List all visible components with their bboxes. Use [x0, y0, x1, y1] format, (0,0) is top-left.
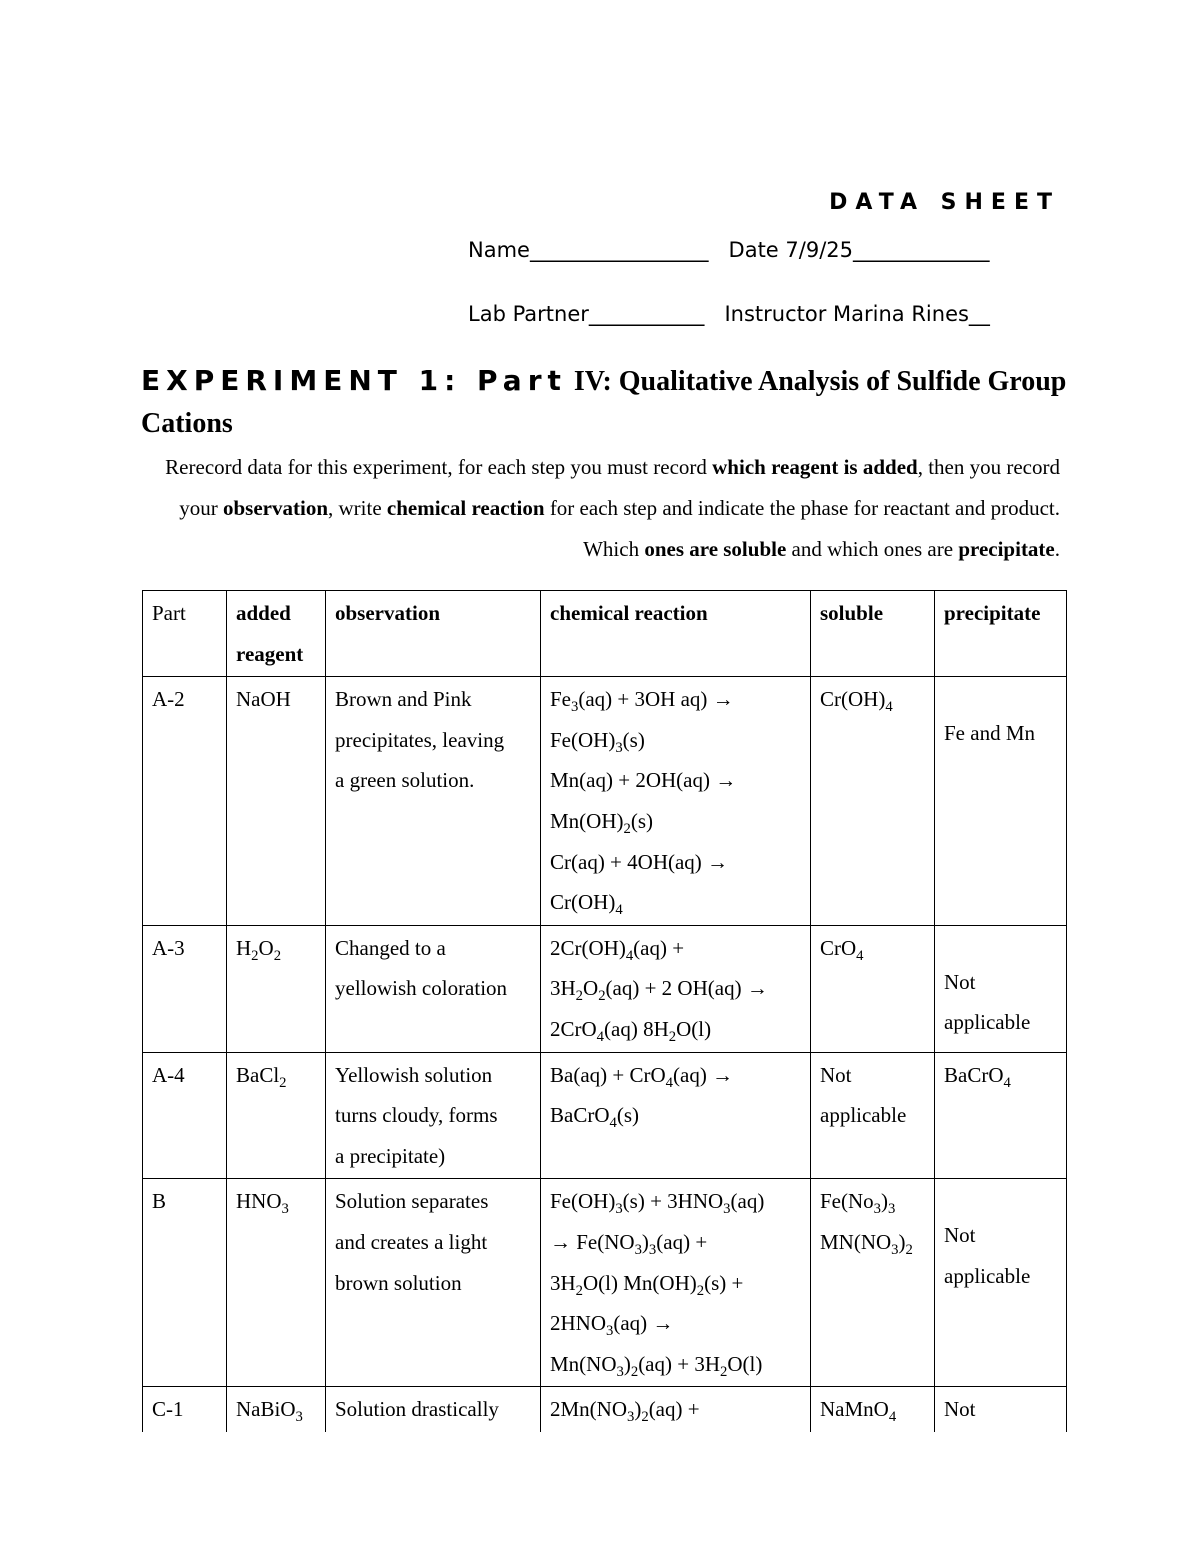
intro-emphasis: precipitate	[958, 537, 1055, 561]
header-part: Part	[143, 591, 227, 677]
table-header-row	[143, 591, 1067, 677]
cell-text: → $Fe(NO_3)_3(aq)$ +	[550, 1229, 708, 1259]
cell-text: $Fe_3(aq) + 3OH$ aq) →	[550, 687, 734, 716]
cell-precipitate	[935, 1387, 1067, 1432]
cell-text: NaOH	[236, 687, 291, 712]
cell-text: 2CrO$_4$(aq) $8H_2O(l)$	[550, 1016, 712, 1046]
cell-text: CrO$_4$	[820, 935, 864, 964]
cell-text: Not	[944, 1397, 976, 1422]
instructor-field[interactable]: Instructor Marina Rines__	[724, 302, 990, 326]
cell-text: Not	[820, 1062, 852, 1087]
table-row	[143, 1387, 1067, 1432]
cell-chemical-reaction	[541, 1179, 811, 1387]
cell-soluble	[811, 1387, 935, 1432]
cell-chemical-reaction	[541, 1052, 811, 1179]
cell-observation	[326, 1052, 541, 1179]
cell-soluble	[811, 677, 935, 926]
cell-text: applicable	[944, 1263, 1031, 1288]
table-row	[143, 677, 1067, 926]
cell-text: Changed to a	[335, 935, 446, 960]
cell-precipitate	[935, 677, 1067, 926]
header-chemical-reaction: chemical reaction	[541, 591, 811, 677]
cell-text: Not	[944, 1223, 976, 1248]
cell-observation	[326, 677, 541, 926]
cell-precipitate	[935, 1179, 1067, 1387]
cell-text: $Cr(OH)_4$	[820, 687, 893, 716]
cell-text: NaBiO$_3$	[236, 1397, 303, 1426]
cell-part	[143, 1387, 227, 1432]
cell-text: brown solution	[335, 1270, 462, 1295]
cell-text: $2Mn(NO_3)_2(aq)$ +	[550, 1397, 700, 1426]
cell-text: B	[152, 1189, 167, 1214]
cell-text: A-3	[152, 935, 185, 960]
table-row	[143, 1179, 1067, 1387]
cell-text: $2HNO_3(aq)$ →	[550, 1311, 674, 1340]
cell-added-reagent	[227, 677, 326, 926]
cell-text: BaCrO$_4$	[944, 1062, 1011, 1091]
cell-part	[143, 1052, 227, 1179]
cell-text: Solution separates	[335, 1189, 489, 1214]
cell-text: turns cloudy, forms	[335, 1103, 498, 1128]
cell-text: $3H_2O_2(aq) + 2$ OH(aq) →	[550, 976, 768, 1005]
cell-text: Brown and Pink	[335, 687, 472, 712]
cell-text: Mn(aq) + 2OH(aq) →	[550, 768, 737, 793]
cell-text: applicable	[944, 1010, 1031, 1035]
cell-observation	[326, 1387, 541, 1432]
cell-added-reagent	[227, 1052, 326, 1179]
intro-emphasis: which reagent is added	[712, 455, 918, 479]
table-row	[143, 925, 1067, 1052]
cell-text: Yellowish solution	[335, 1062, 493, 1087]
cell-chemical-reaction	[541, 1387, 811, 1432]
partner-instructor-line	[468, 302, 990, 326]
experiment-title-part-b: IV: Qualitative Analysis of Sulfide Group Cations	[141, 366, 1067, 439]
cell-precipitate	[935, 1052, 1067, 1179]
intro-emphasis: ones are soluble	[644, 537, 787, 561]
header-soluble: soluble	[811, 591, 935, 677]
header-observation: observation	[326, 591, 541, 677]
cell-text: Ba(aq) + CrO$_4$(aq) →	[550, 1062, 734, 1091]
cell-added-reagent	[227, 925, 326, 1052]
cell-text: $2Cr(OH)_4(aq)$ +	[550, 935, 685, 964]
cell-text: $3H_2O(l) Mn(OH)_2(s)$ +	[550, 1270, 744, 1299]
cell-text: precipitates, leaving	[335, 727, 505, 752]
date-field[interactable]: Date 7/9/25_____________	[728, 238, 990, 262]
intro-emphasis: observation	[223, 496, 328, 520]
table-row	[143, 1052, 1067, 1179]
lab-partner-field[interactable]: Lab Partner___________	[468, 302, 705, 326]
cell-text: C-1	[152, 1397, 184, 1422]
intro-text: , then you record your	[179, 455, 1060, 520]
cell-text: $H_2O_2$	[236, 935, 282, 964]
cell-text: A-2	[152, 687, 185, 712]
experiment-title-part-a: EXPERIMENT 1: Part	[141, 364, 567, 397]
cell-text: Not	[944, 969, 976, 994]
name-date-line	[468, 238, 990, 262]
sheet-title: DATA SHEET	[829, 190, 1060, 215]
cell-added-reagent	[227, 1179, 326, 1387]
intro-text: , write	[328, 496, 387, 520]
cell-added-reagent	[227, 1387, 326, 1432]
intro-text: Rerecord data for this experiment, for each step you must record	[165, 455, 713, 479]
instructions-paragraph	[141, 447, 1060, 570]
cell-text: Cr(aq) + 4OH(aq) →	[550, 849, 729, 874]
cell-observation	[326, 925, 541, 1052]
cell-text: BaCrO$_4$(s)	[550, 1103, 640, 1132]
cell-text: A-4	[152, 1062, 185, 1087]
cell-text: $MN(NO_3)_2$	[820, 1229, 913, 1259]
cell-part	[143, 1179, 227, 1387]
cell-text: Fe and Mn	[944, 721, 1035, 746]
cell-chemical-reaction	[541, 925, 811, 1052]
cell-text: $Fe(No_3)_3$	[820, 1189, 896, 1218]
header-precipitate: precipitate	[935, 591, 1067, 677]
cell-text: BaCl$_2$	[236, 1062, 287, 1091]
intro-text: for each step and indicate the phase for reactant and product. Which	[544, 496, 1060, 561]
cell-precipitate	[935, 925, 1067, 1052]
cell-text: $Mn(OH)_2(s)$	[550, 808, 654, 838]
cell-text: a green solution.	[335, 768, 475, 793]
cell-text: NaMnO$_4$	[820, 1397, 897, 1426]
cell-observation	[326, 1179, 541, 1387]
cell-text: and creates a light	[335, 1229, 488, 1254]
cell-text: $Fe(OH)_3(s) + 3HNO_3(aq)$	[550, 1189, 765, 1218]
cell-text: Solution drastically	[335, 1397, 499, 1422]
cell-text: applicable	[820, 1103, 907, 1128]
cell-soluble	[811, 1052, 935, 1179]
cell-text: $HNO_3$	[236, 1189, 289, 1218]
cell-text: $Fe(OH)_3(s)$	[550, 727, 645, 756]
cell-soluble	[811, 1179, 935, 1387]
cell-text: a precipitate)	[335, 1143, 446, 1168]
intro-text: .	[1054, 537, 1060, 561]
header-added-reagent: added reagent	[227, 591, 326, 677]
cell-text: $Mn(NO_3)_2(aq) + 3H_2O(l)$	[550, 1351, 763, 1380]
data-table	[142, 590, 1067, 1432]
cell-soluble	[811, 925, 935, 1052]
intro-emphasis: chemical reaction	[386, 496, 545, 520]
name-field[interactable]: Name_________________	[468, 238, 709, 262]
cell-part	[143, 925, 227, 1052]
cell-chemical-reaction	[541, 677, 811, 926]
cell-text: $Cr(OH)_4$	[550, 890, 623, 919]
intro-text: and which ones are	[786, 537, 959, 561]
cell-text: yellowish coloration	[335, 976, 508, 1001]
experiment-title	[141, 362, 1071, 447]
cell-part	[143, 677, 227, 926]
